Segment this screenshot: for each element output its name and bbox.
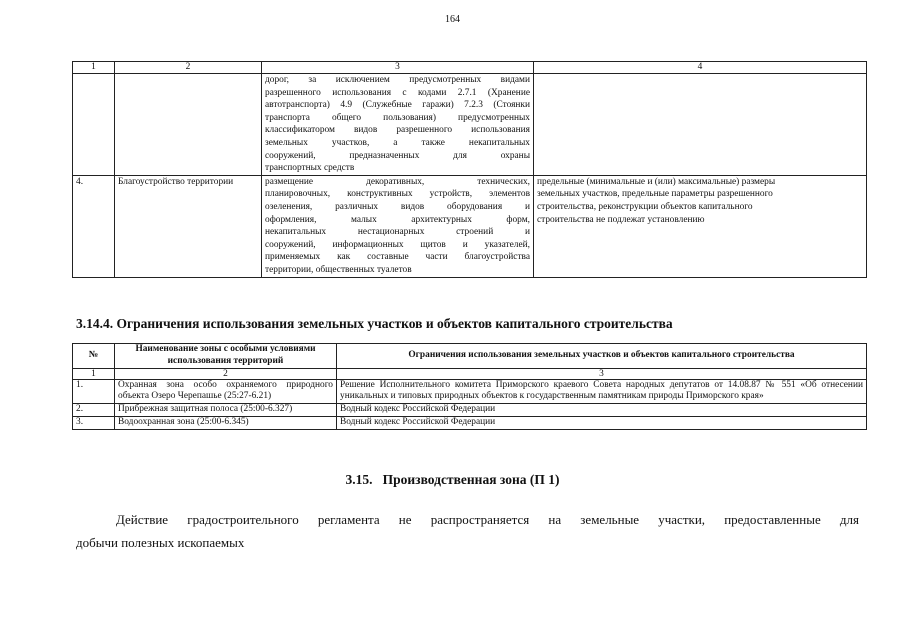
column-number-4: 4 [534, 62, 867, 74]
description-line: некапитальных нестационарных строений и [265, 227, 530, 238]
paragraph-line: добычи полезных ископаемых [76, 535, 245, 550]
page-number: 164 [445, 14, 460, 25]
zone-restriction: Водный кодекс Российской Федерации [337, 404, 867, 417]
description-line: автотранспорта) 4.9 (Служебные гаражи) 7.2.3 (Стоянки [265, 100, 530, 111]
description-line: классификатором видов разрешенного использования [265, 125, 530, 136]
table-header-row [73, 344, 867, 369]
use-name: Благоустройство территории [115, 175, 262, 277]
description-line: земельных участков, а также некапитальных [265, 137, 530, 148]
params-line: строительства, реконструкции объектов капитального [537, 201, 753, 212]
zone-heading [0, 472, 905, 488]
header-restrictions: Ограничения использования земельных участков и объектов капитального строительства [337, 344, 867, 369]
description-line: транспорта общего пользования) предусмотренных [265, 112, 530, 123]
paragraph-line: Действие градостроительного регламента не распространяется на земельные участки, предоставленные для [116, 512, 859, 527]
table-row [73, 175, 867, 277]
description-line: сооружений, предназначенных для охраны [265, 150, 530, 161]
zone-name: Охранная зона особо охраняемого природного объекта Озеро Черепашье (25:27-6.21) [115, 379, 337, 404]
description-line: сооружений, информационных щитов и указателей, [265, 239, 530, 250]
table-row [73, 416, 867, 429]
description-line: размещение декоративных, технических, [265, 176, 530, 187]
column-number-3: 3 [337, 368, 867, 379]
use-description [262, 74, 534, 176]
zone-name: Водоохранная зона (25:00-6.345) [115, 416, 337, 429]
description-line: озеленения, различных видов оборудования и [265, 201, 530, 212]
zone-restriction: Водный кодекс Российской Федерации [337, 416, 867, 429]
description-line: территории, общественных туалетов [265, 264, 412, 275]
table-row [73, 404, 867, 417]
description-line: дорог, за исключением предусмотренных видами [265, 75, 530, 85]
description-line: применяемых как составные части благоустройства [265, 252, 530, 263]
params-line: строительства не подлежат установлению [537, 214, 705, 225]
body-paragraph [76, 508, 859, 554]
zone-restriction: Решение Исполнительного комитета Приморского краевого Совета народных депутатов от 14.08.87 № 551 «Об отнесении уникальных и типовых природных объектов к государственным памятникам природы Приморского края» [337, 379, 867, 404]
description-line: оформления, малых архитектурных форм, [265, 214, 530, 225]
table-row [73, 379, 867, 404]
column-number-2: 2 [115, 62, 262, 74]
use-params [534, 175, 867, 277]
land-use-table [72, 61, 867, 278]
table-row [73, 74, 867, 176]
description-line: разрешенного использования с кодами 2.7.1 (Хранение [265, 87, 530, 98]
zone-heading-text: 3.15. Производственная зона (П 1) [345, 472, 560, 487]
params-line: земельных участков, предельные параметры разрешенного [537, 189, 773, 200]
column-number-1: 1 [73, 368, 115, 379]
column-number-2: 2 [115, 368, 337, 379]
restrictions-table [72, 343, 867, 430]
use-name [115, 74, 262, 176]
column-numbers-row [73, 368, 867, 379]
section-heading: 3.14.4. Ограничения использования земельных участков и объектов капитального строительства [76, 316, 673, 331]
column-number-1: 1 [73, 62, 115, 74]
zone-name: Прибрежная защитная полоса (25:00-6.327) [115, 404, 337, 417]
use-description [262, 175, 534, 277]
description-line: транспортных средств [265, 163, 355, 174]
row-number: 3. [73, 416, 115, 429]
header-zone: Наименование зоны с особыми условиями использования территорий [115, 344, 337, 369]
row-number [73, 74, 115, 176]
params-line: предельные (минимальные и (или) максимальные) размеры [537, 176, 776, 187]
description-line: планировочных, конструктивных устройств, элементов [265, 189, 530, 200]
row-number: 4. [73, 175, 115, 277]
header-number: № [73, 344, 115, 369]
row-number: 2. [73, 404, 115, 417]
table-header-row [73, 62, 867, 74]
use-params [534, 74, 867, 176]
column-number-3: 3 [262, 62, 534, 74]
row-number: 1. [73, 379, 115, 404]
